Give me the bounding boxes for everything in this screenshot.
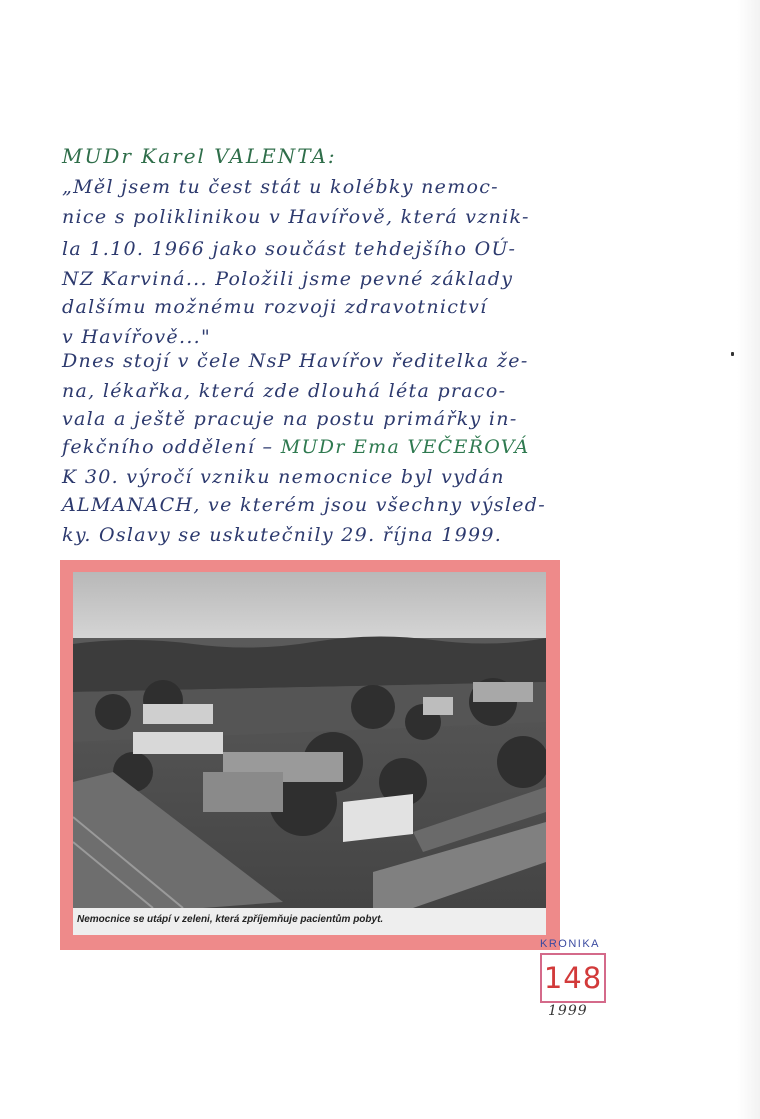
page-number: 148 [543,961,603,995]
clipping-caption-bar [73,908,546,935]
chronicle-year: 1999 [548,1003,588,1019]
handwritten-line: ALMANACH, ve kterém jsou všechny výsled- [62,494,546,516]
chronicle-label: KRONIKA [540,938,601,950]
page-number-stamp [540,953,606,1003]
handwritten-line-with-name [62,436,530,458]
handwritten-line: v Havířově..." [62,326,212,348]
handwritten-line: na, lékařka, která zde dlouhá léta praco- [62,380,507,402]
highlighted-name: MUDr Ema VEČEŘOVÁ [280,436,530,458]
handwritten-line: ky. Oslavy se uskutečnily 29. října 1999. [62,524,503,546]
handwritten-line: Dnes stojí v čele NsP Havířov ředitelka že- [62,350,529,372]
stray-ink-dot [731,352,734,356]
handwritten-heading: MUDr Karel VALENTA: [62,144,337,168]
handwritten-line: „Měl jsem tu čest stát u kolébky nemoc- [62,176,499,198]
handwritten-line: dalšímu možnému rozvoji zdravotnictví [62,296,488,318]
handwritten-line: NZ Karviná... Položili jsme pevné základy [62,268,514,290]
handwritten-line: la 1.10. 1966 jako součást tehdejšího OÚ- [62,238,517,260]
clipping-caption: Nemocnice se utápí v zeleni, která zpříjemňuje pacientům pobyt. [77,914,384,925]
handwritten-line: K 30. výročí vzniku nemocnice byl vydán [62,466,505,488]
handwritten-line: fekčního oddělení – [62,436,274,458]
aerial-hospital-photo [73,572,546,908]
handwritten-line: vala a ještě pracuje na postu primářky in- [62,408,518,430]
handwritten-line: nice s poliklinikou v Havířově, která vznik- [62,206,530,228]
